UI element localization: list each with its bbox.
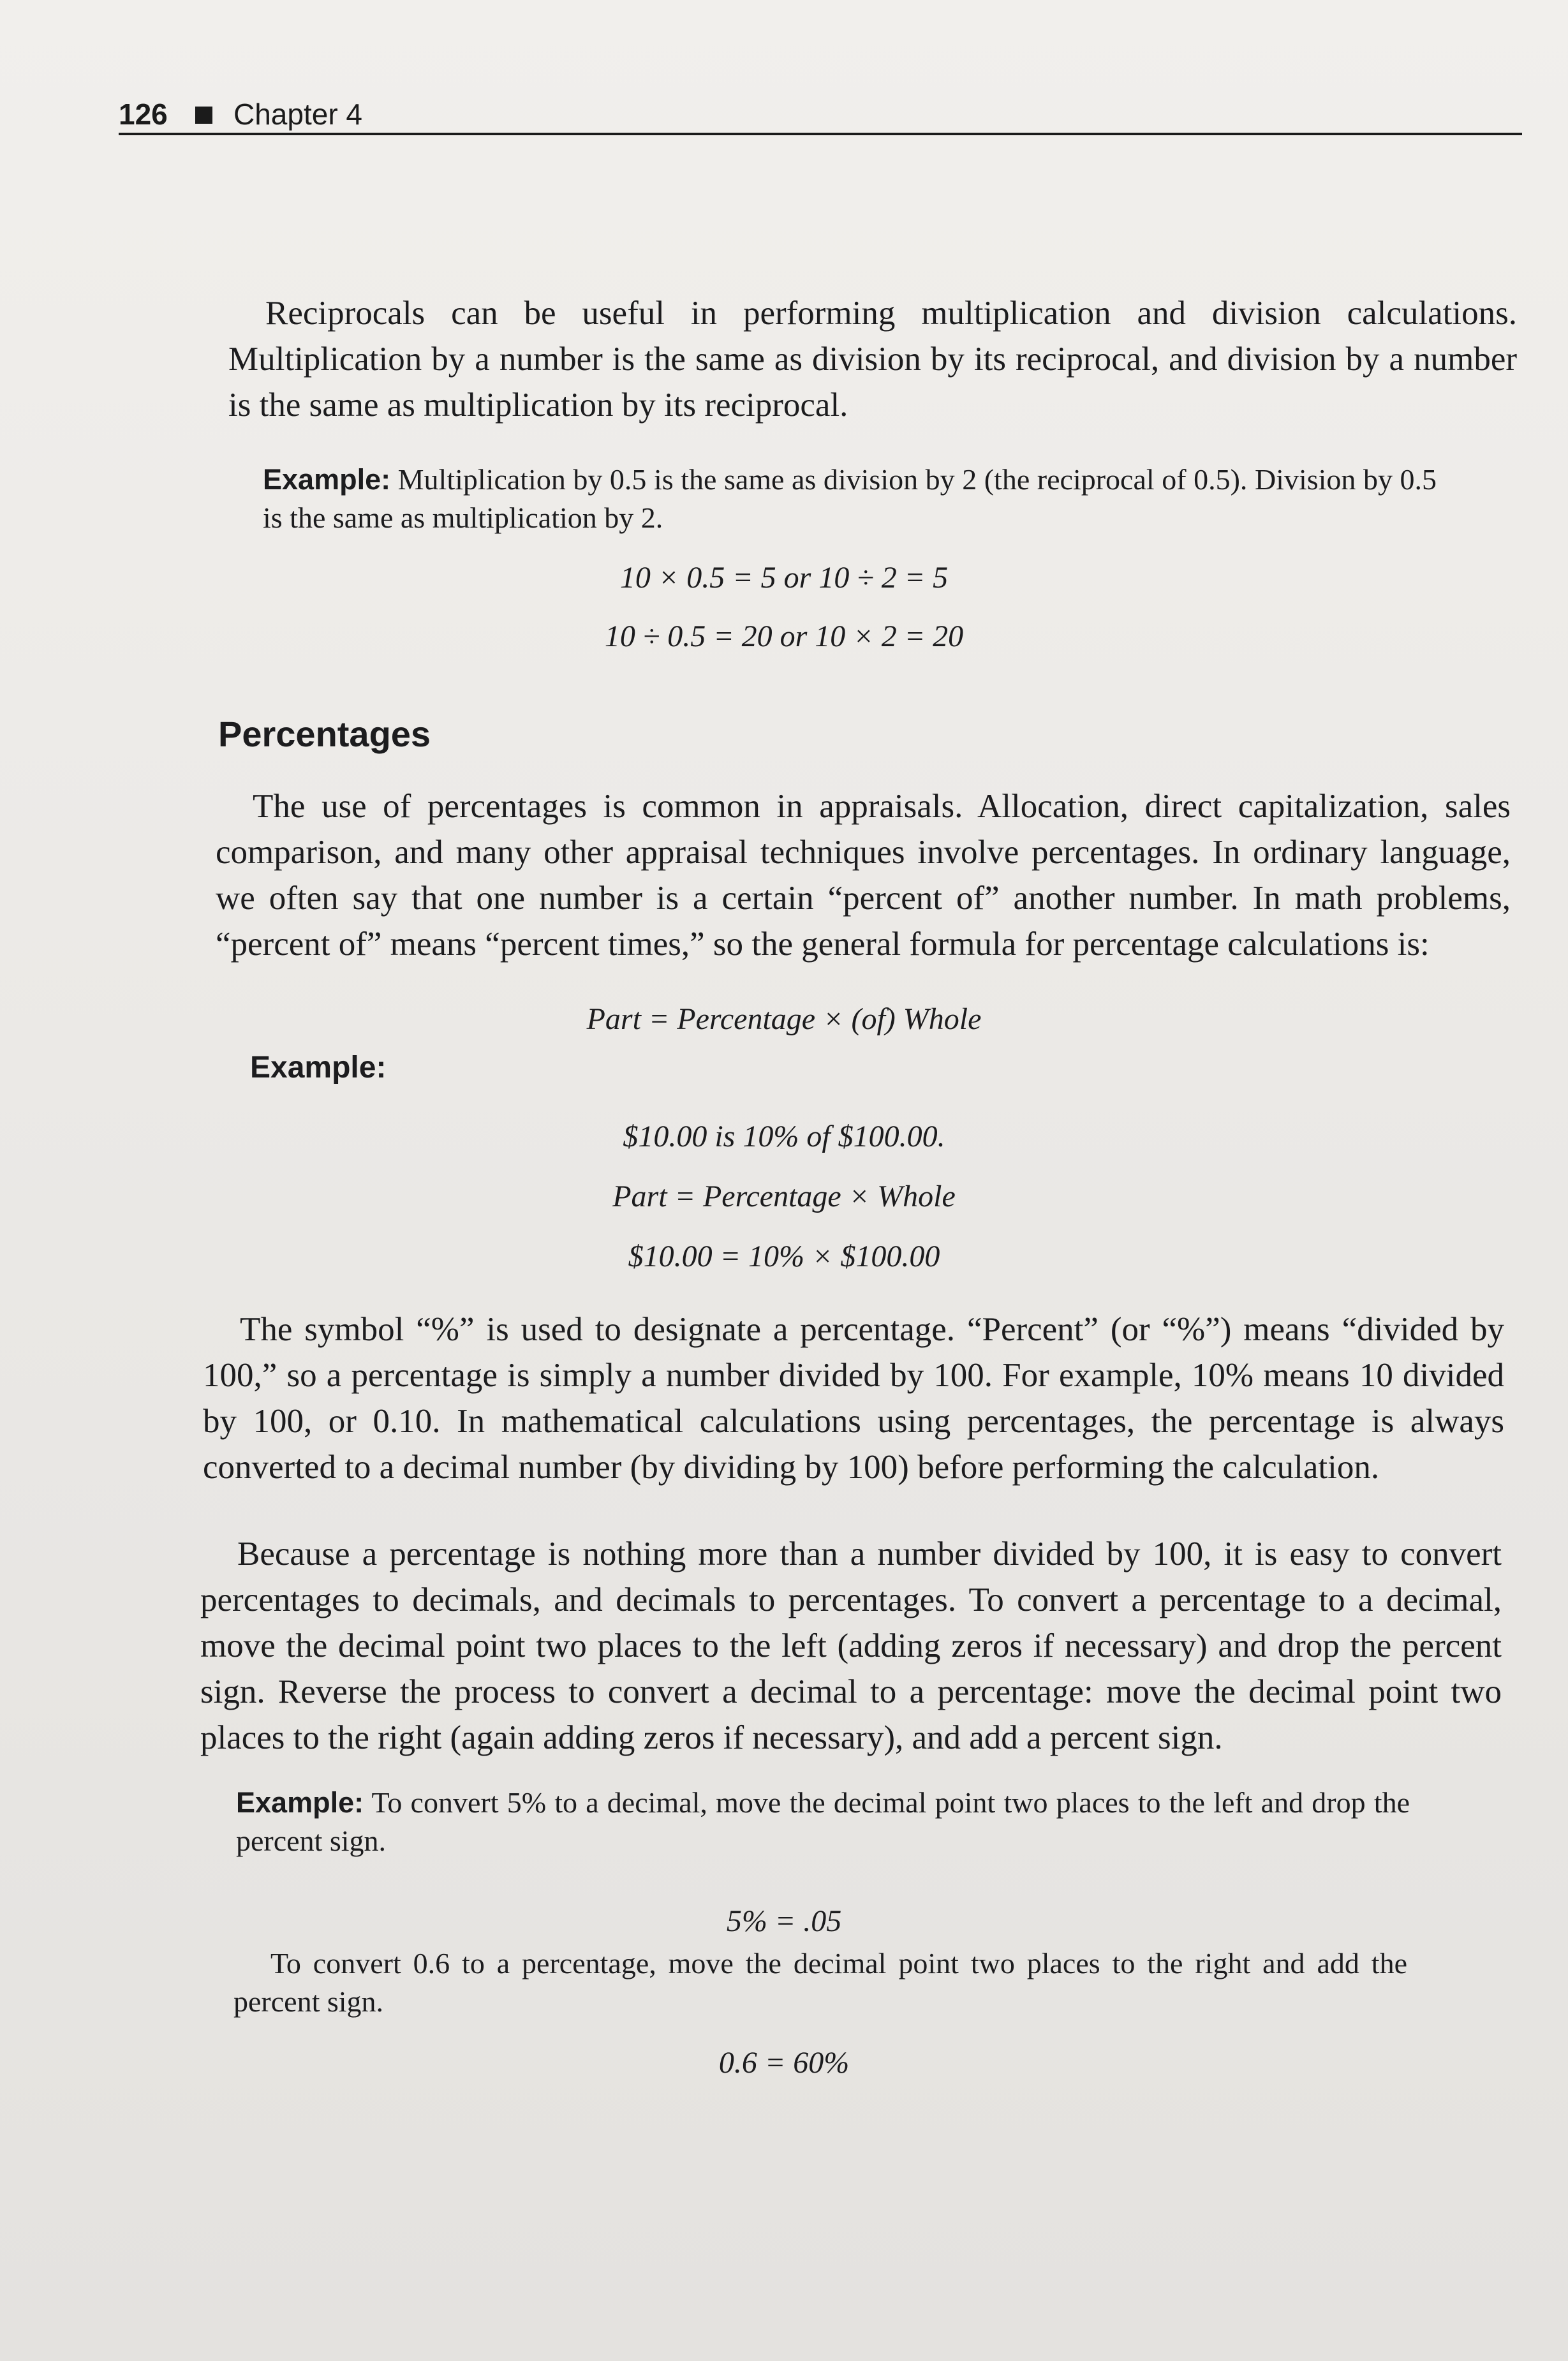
reciprocal-formula-2: 10 ÷ 0.5 = 20 or 10 × 2 = 20 (604, 619, 964, 653)
general-percentage-formula: Part = Percentage × (of) Whole (586, 1002, 982, 1036)
reciprocal-formula-1: 10 × 0.5 = 5 or 10 ÷ 2 = 5 (619, 561, 949, 595)
reciprocals-example (263, 461, 1437, 537)
example-line-3: $10.00 = 10% × $100.00 (628, 1240, 940, 1273)
reciprocals-paragraph: Reciprocals can be useful in performing multiplication and division calculations. Multiplication by a number is the same as division by its reciprocal, and division by a number is the same as multiplication by its reciprocal. (228, 295, 1517, 424)
example2-text: To convert 5% to a decimal, move the decimal point two places to the left and drop the percent sign. (236, 1786, 1410, 1857)
percentages-example-label: Example: (250, 1051, 387, 1084)
percentages-paragraph-1: The use of percentages is common in appraisals. Allocation, direct capitalization, sales comparison, and many other appraisal techniques involve percentages. In ordinary language, we often say that one number is a certain “percent of” another number. In math problems, “percent of” means “percent times,” so the general formula for percentage calculations is: (216, 788, 1511, 963)
chapter-title: Chapter 4 (233, 98, 363, 131)
convert-percent-example (236, 1784, 1410, 1860)
percentages-paragraph-3: Because a percentage is nothing more than a number divided by 100, it is easy to convert percentages to decimals, and decimals to percentages. To convert a percentage to a decimal, move the decimal point two places to the left (adding zeros if necessary) and drop the percent sign. Reverse the process to convert a decimal to a percentage: move the decimal point two places to the right (again adding zeros if necessary), and add a percent sign. (200, 1536, 1502, 1756)
page-number: 126 (119, 98, 168, 131)
header-square-bullet (195, 107, 212, 124)
header-rule (119, 133, 1522, 135)
percentages-paragraph-2: The symbol “%” is used to designate a percentage. “Percent” (or “%”) means “divided by 100,” so a percentage is simply a number divided by 100. For example, 10% means 10 divided by 100, or 0.10. In mathematical calculations using percentages, the percentage is always converted to a decimal number (by dividing by 100) before performing the calculation. (203, 1311, 1504, 1486)
convert-decimal-example: To convert 0.6 to a percentage, move the decimal point two places to the right and add the percent sign. (233, 1947, 1407, 2018)
formula-decimal-to-percent: 0.6 = 60% (718, 2046, 850, 2080)
example-line-2: Part = Percentage × Whole (612, 1180, 956, 1213)
section-heading-percentages: Percentages (218, 714, 431, 754)
example-label-2: Example: (236, 1786, 364, 1819)
example-text: Multiplication by 0.5 is the same as division by 2 (the reciprocal of 0.5). Division by 0.5 is the same as multiplication by 2. (263, 463, 1437, 534)
example-label: Example: (263, 463, 391, 496)
formula-percent-to-decimal: 5% = .05 (726, 1904, 842, 1938)
example-line-1: $10.00 is 10% of $100.00. (623, 1120, 945, 1153)
